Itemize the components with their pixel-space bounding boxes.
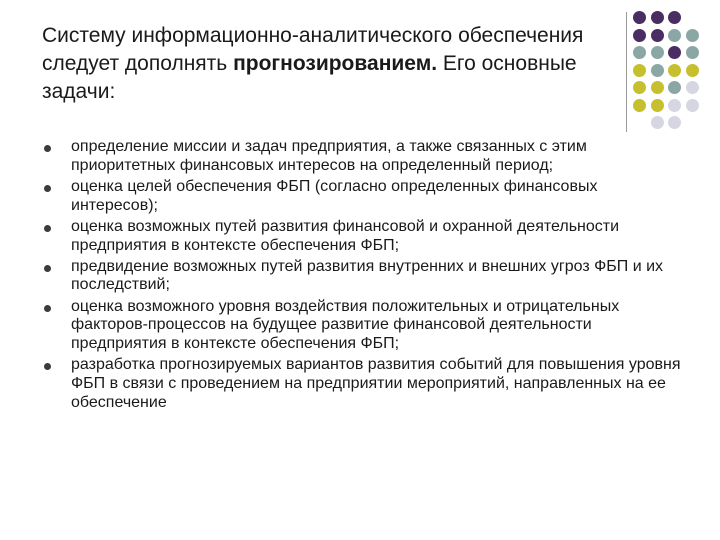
bullet-icon bbox=[44, 305, 51, 312]
list-item-text: разработка прогнозируемых вариантов развития событий для повышения уровня ФБП в связи с проведением на предприятии мероприятий, направленных на ее обеспечение bbox=[71, 356, 681, 411]
decor-dot bbox=[668, 99, 681, 112]
decor-dot bbox=[651, 29, 664, 42]
list-item-text: оценка целей обеспечения ФБП (согласно определенных финансовых интересов); bbox=[71, 177, 598, 214]
title-text-start: Систему информационно-аналитического обеспечения следует дополнять bbox=[42, 24, 584, 75]
decor-dot bbox=[633, 64, 646, 77]
decor-dot bbox=[686, 81, 699, 94]
decor-dot bbox=[633, 11, 646, 24]
decor-dot bbox=[651, 11, 664, 24]
decor-dot bbox=[668, 11, 681, 24]
bullet-icon bbox=[44, 265, 51, 272]
decor-dot bbox=[686, 46, 699, 59]
list-item-text: оценка возможного уровня воздействия положительных и отрицательных факторов-процессов на будущее развитие финансовой деятельности предприятия в контексте обеспечения ФБП; bbox=[71, 297, 620, 353]
list-item bbox=[42, 298, 682, 354]
decor-dot bbox=[651, 46, 664, 59]
bullet-icon bbox=[44, 225, 51, 232]
bullet-icon bbox=[44, 363, 51, 370]
decor-dot bbox=[668, 46, 681, 59]
list-item-text: определение миссии и задач предприятия, а также связанных с этим приоритетных финансовых интересов на определенный период; bbox=[71, 138, 587, 174]
task-list bbox=[42, 138, 682, 415]
decor-dot bbox=[686, 99, 699, 112]
bullet-icon bbox=[44, 185, 51, 192]
vertical-divider bbox=[626, 12, 627, 132]
decor-dot bbox=[651, 64, 664, 77]
decor-dot bbox=[668, 64, 681, 77]
list-item bbox=[42, 218, 682, 255]
title-text-end: Его основные задачи: bbox=[42, 52, 577, 103]
list-item bbox=[42, 258, 682, 295]
decor-dot bbox=[668, 29, 681, 42]
list-item bbox=[42, 356, 682, 412]
decor-dot bbox=[668, 81, 681, 94]
bullet-icon bbox=[44, 145, 51, 152]
decor-dot bbox=[686, 29, 699, 42]
list-item-text: оценка возможных путей развития финансовой и охранной деятельности предприятия в контексте обеспечения ФБП; bbox=[71, 217, 620, 254]
list-item-text: предвидение возможных путей развития внутренних и внешних угроз ФБП и их последствий; bbox=[71, 257, 664, 294]
decor-dot bbox=[651, 81, 664, 94]
decor-dot bbox=[651, 116, 664, 129]
decor-dot bbox=[668, 116, 681, 129]
title-bold-keyword: прогнозированием. bbox=[233, 52, 438, 75]
decor-dot bbox=[686, 64, 699, 77]
list-item bbox=[42, 178, 682, 215]
decor-dot bbox=[633, 29, 646, 42]
list-item bbox=[42, 138, 682, 175]
decor-dot bbox=[633, 46, 646, 59]
decor-dot bbox=[633, 81, 646, 94]
slide-title bbox=[42, 22, 602, 106]
decor-dot bbox=[651, 99, 664, 112]
decor-dot bbox=[633, 99, 646, 112]
